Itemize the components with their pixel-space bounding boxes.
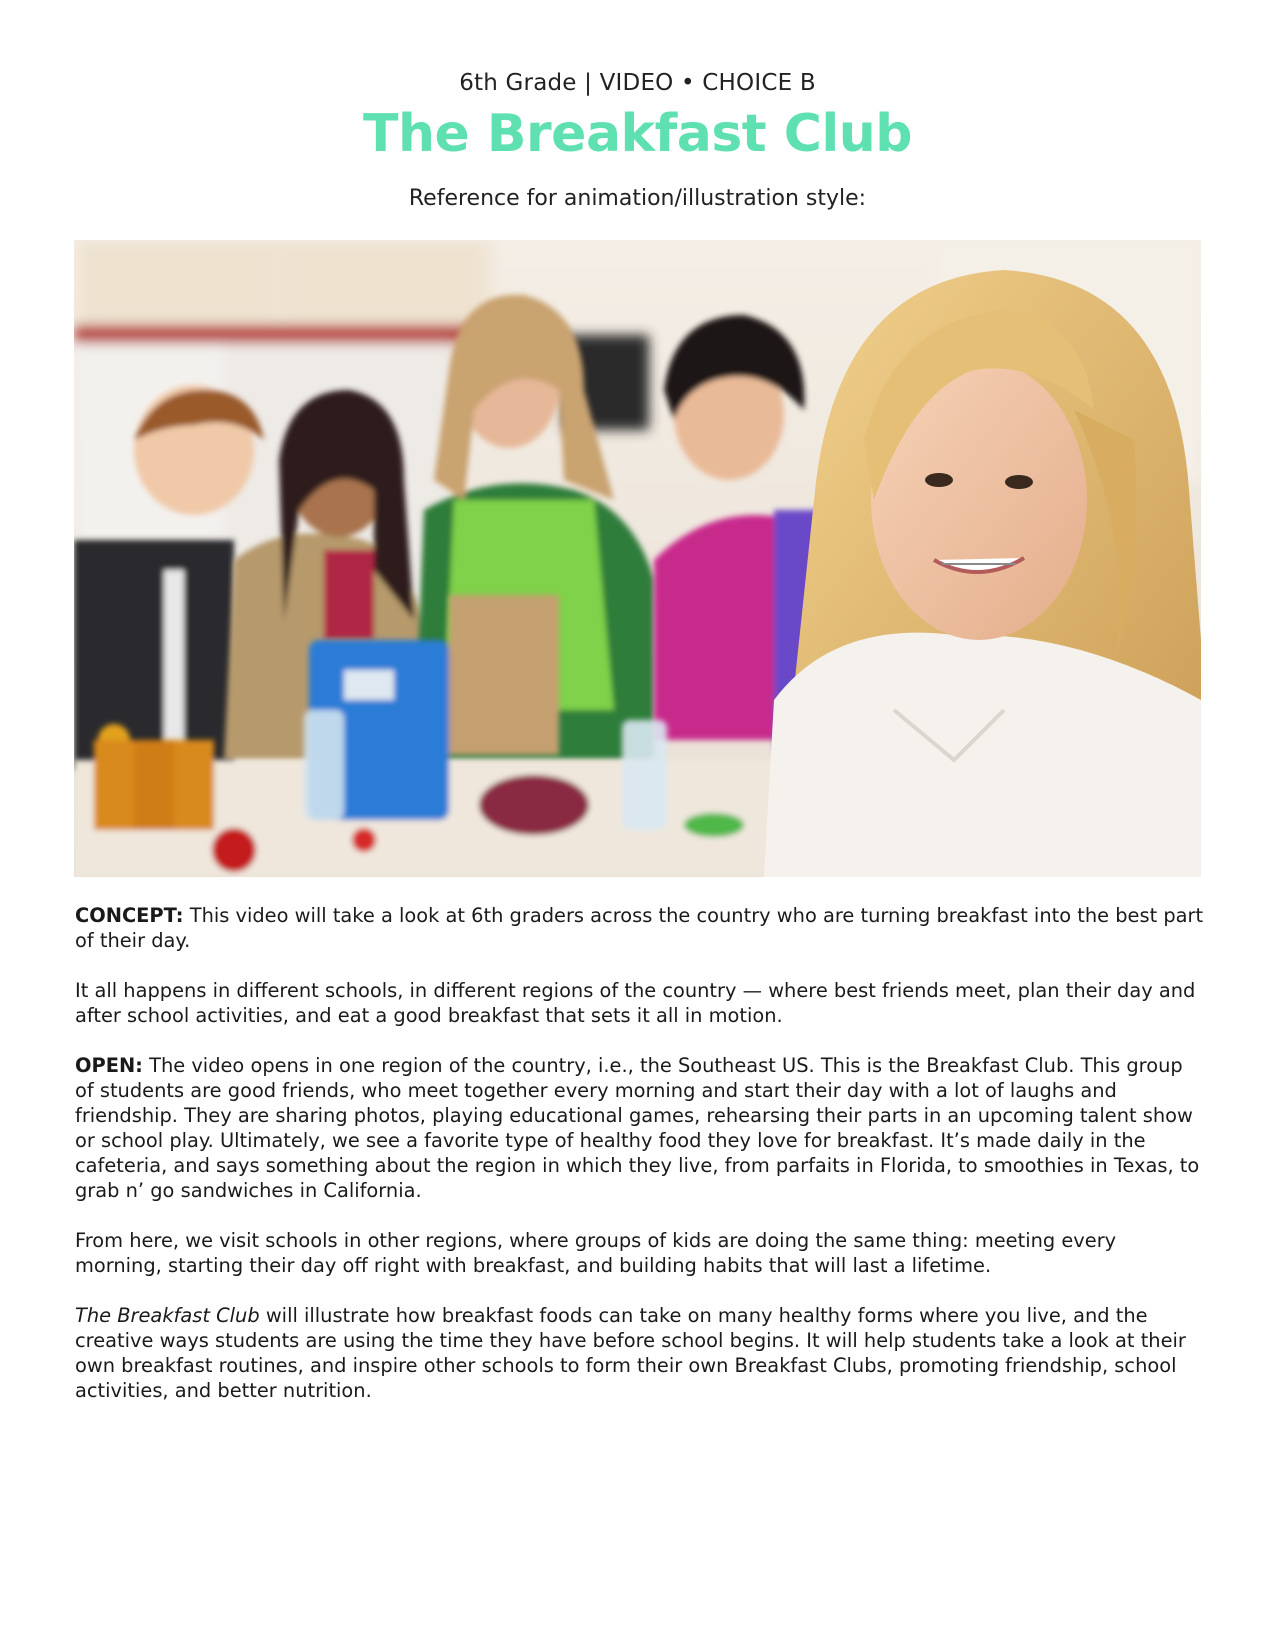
grade-line: 6th Grade | VIDEO • CHOICE B	[459, 70, 816, 96]
summary-paragraph	[75, 1303, 1205, 1403]
breakfast-club-photo	[74, 240, 1201, 877]
concept-text: This video will take a look at 6th graders across the country who are turning breakfast into the best part of their day.	[75, 904, 1204, 952]
concept-paragraph	[75, 903, 1205, 953]
open-label: OPEN:	[75, 1054, 143, 1077]
summary-text: will illustrate how breakfast foods can take on many healthy forms where you live, and the creative ways students are using the time they have before school begins. It will help students take a look at their own breakfast routines, and inspire other schools to form their own Breakfast Clubs, promoting friendship, school activities, and better nutrition.	[75, 1304, 1186, 1402]
reference-line: Reference for animation/illustration style:	[408, 186, 867, 211]
regions-paragraph: It all happens in different schools, in different regions of the country — where best friends meet, plan their day and after school activities, and eat a good breakfast that sets it all in motion.	[75, 979, 1196, 1027]
other-regions-paragraph: From here, we visit schools in other regions, where groups of kids are doing the same thing: meeting every morning, starting their day off right with breakfast, and building habits that will last a lifetime.	[75, 1229, 1117, 1277]
open-text: The video opens in one region of the country, i.e., the Southeast US. This is the Breakfast Club. This group of students are good friends, who meet together every morning and start their day with a lot of laughs and friendship. They are sharing photos, playing educational games, rehearsing their parts in an upcoming talent show or school play. Ultimately, we see a favorite type of healthy food they love for breakfast. It’s made daily in the cafeteria, and says something about the region in which they live, from parfaits in Florida, to smoothies in Texas, to grab n’ go sandwiches in California.	[75, 1054, 1200, 1202]
body-text	[75, 903, 1205, 1428]
open-paragraph	[75, 1053, 1205, 1203]
summary-title: The Breakfast Club	[75, 1304, 260, 1327]
page-title: The Breakfast Club	[363, 104, 912, 164]
concept-label: CONCEPT:	[75, 904, 184, 927]
